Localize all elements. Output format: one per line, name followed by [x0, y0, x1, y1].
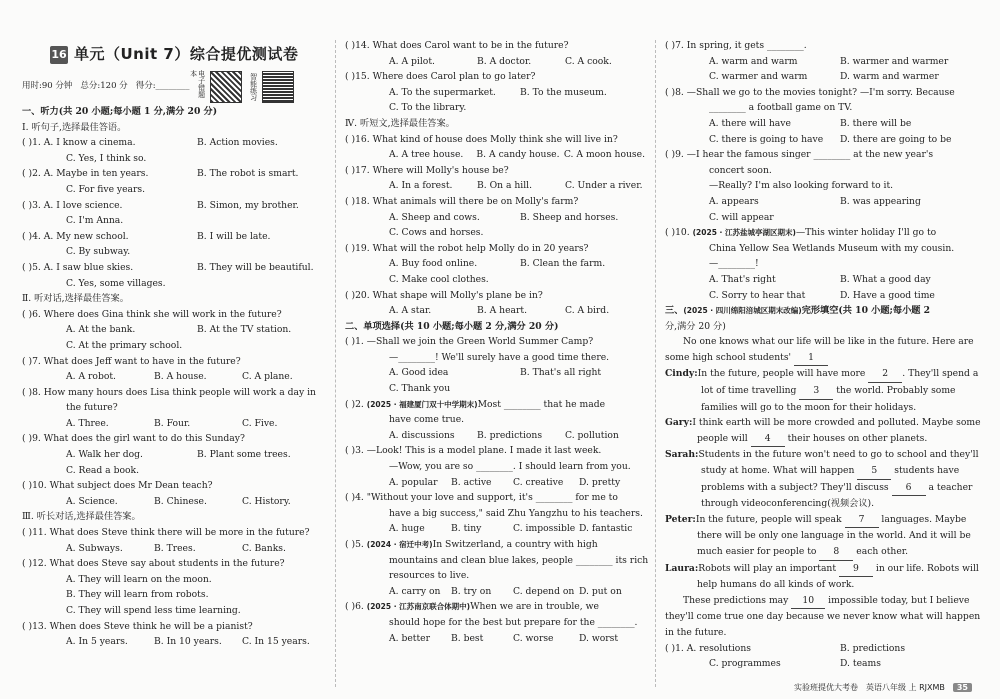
- option-a[interactable]: C. Sorry to hear that: [709, 289, 806, 301]
- option-b[interactable]: D. Have a good time: [840, 289, 935, 301]
- option-a[interactable]: A. In a forest.: [389, 180, 453, 192]
- option-a[interactable]: ( )2. A. Maybe in ten years.: [22, 168, 149, 180]
- option-a[interactable]: ( )5. A. I saw blue skies.: [22, 261, 134, 273]
- qr-label-2: 智能练习: [249, 73, 258, 101]
- option-b[interactable]: B. I will be late.: [197, 230, 271, 242]
- option-d[interactable]: D. fantastic: [579, 523, 633, 535]
- option-a[interactable]: A. A tree house.: [389, 149, 464, 161]
- footer-book: 实验班提优大考卷: [793, 683, 858, 692]
- option-b[interactable]: B. predictions: [477, 429, 543, 441]
- column-divider: [335, 40, 336, 687]
- option-line: —Really? I'm also looking forward to it.: [709, 180, 894, 192]
- options-row[interactable]: [345, 303, 645, 319]
- option-c[interactable]: C. In 15 years.: [242, 636, 310, 648]
- blank-5[interactable]: 5: [857, 463, 891, 480]
- option-line: C. Yes, I think so.: [66, 152, 147, 164]
- qr-code-icon[interactable]: [210, 71, 242, 103]
- option-line: C. I'm Anna.: [66, 215, 124, 227]
- total-label: 总分:120 分: [80, 81, 128, 92]
- option-a[interactable]: C. there is going to have: [709, 133, 824, 145]
- source-tag: (2025 · 四川绵阳涪城区期末改编): [683, 306, 802, 316]
- column-3: [665, 38, 981, 672]
- option-c[interactable]: C. A cook.: [565, 55, 612, 67]
- blank-9[interactable]: 9: [839, 561, 873, 578]
- column-2-items: [345, 38, 649, 646]
- option-c[interactable]: C. A bird.: [565, 305, 610, 317]
- blank-7[interactable]: 7: [845, 512, 879, 529]
- option-a[interactable]: A. Three.: [66, 417, 109, 429]
- option-a[interactable]: A. At the bank.: [66, 324, 136, 336]
- question-line: ( )3. —Look! This is a model plane. I made it last week.: [345, 445, 602, 457]
- question-line: ( )17. Where will Molly's house be?: [345, 164, 509, 176]
- option-b[interactable]: B. Action movies.: [197, 137, 278, 149]
- option-b[interactable]: B. Four.: [154, 417, 191, 429]
- time-label: 用时:90 分钟: [22, 81, 73, 92]
- option-b[interactable]: B. active: [451, 476, 492, 488]
- options-row[interactable]: [22, 447, 328, 463]
- option-line: C. Thank you: [389, 383, 451, 395]
- option-b[interactable]: B. A heart.: [477, 305, 527, 317]
- question-line: ( )5. (2024 · 宿迁中考)In Switzerland, a country with high: [345, 539, 598, 550]
- question-line: Ⅲ. 听长对话,选择最佳答案。: [22, 511, 141, 523]
- option-line: have come true.: [389, 414, 465, 426]
- question-line: Ⅰ. 听句子,选择最佳答语。: [22, 121, 127, 133]
- question-line: ( )2. (2025 · 福建厦门双十中学期末)Most ________ that he made: [345, 398, 606, 410]
- option-a[interactable]: A. Walk her dog.: [66, 449, 143, 461]
- option-a[interactable]: A. A pilot.: [389, 55, 435, 67]
- option-line: ________ a football game on TV.: [709, 102, 853, 114]
- question-row[interactable]: [22, 166, 328, 182]
- option-a[interactable]: A. huge: [389, 523, 425, 535]
- option-line: C. At the primary school.: [66, 339, 183, 351]
- question-line: ( )11. What does Steve think there will be more in the future?: [22, 527, 310, 539]
- option-line: —Wow, you are so ________. I should learn from you.: [389, 461, 631, 473]
- question-row[interactable]: [22, 198, 328, 214]
- option-line: have a big success," said Zhu Yangzhu to his teachers.: [389, 507, 643, 519]
- option-a[interactable]: ( )4. A. My new school.: [22, 230, 129, 242]
- option-b[interactable]: B. Simon, my brother.: [197, 199, 299, 211]
- question-line: ( )9. —I hear the famous singer ________ at the new year's: [665, 149, 934, 161]
- cloze-question-1[interactable]: ( )1. A. resolutions B. predictions: [665, 642, 906, 654]
- option-line: China Yellow Sea Wetlands Museum with my cousin.: [709, 242, 955, 254]
- question-line: ( )1. —Shall we join the Green World Summer Camp?: [345, 336, 594, 348]
- option-b[interactable]: B. Chinese.: [154, 495, 207, 507]
- exam-meta: [22, 70, 328, 104]
- options-row[interactable]: [665, 288, 970, 304]
- question-line: Ⅱ. 听对话,选择最佳答案。: [22, 293, 129, 305]
- option-a[interactable]: A. Buy food online.: [389, 258, 478, 270]
- question-line: ( )7. What does Jeff want to have in the future?: [22, 355, 241, 367]
- option-b[interactable]: B. At the TV station.: [197, 324, 292, 336]
- option-a[interactable]: A. To the supermarket.: [389, 86, 496, 98]
- option-line: the future?: [66, 402, 118, 414]
- question-line: 分,满分 20 分): [665, 320, 726, 332]
- option-line: A. They will learn on the moon.: [66, 573, 212, 585]
- question-line: ( )14. What does Carol want to be in the future?: [345, 40, 569, 51]
- blank-10[interactable]: 10: [791, 593, 825, 610]
- column-1: [22, 38, 328, 650]
- option-b[interactable]: B. Clean the farm.: [520, 258, 606, 270]
- option-line: C. For five years.: [66, 183, 146, 195]
- question-line: ( )13. When does Steve think he will be a pianist?: [22, 620, 253, 632]
- option-b[interactable]: B. The robot is smart.: [197, 168, 299, 180]
- option-a[interactable]: A. A robot.: [66, 371, 116, 383]
- column-3-items: [665, 38, 970, 334]
- question-line: ( )20. What shape will Molly's plane be in?: [345, 289, 543, 301]
- option-b[interactable]: B. What a good day: [840, 273, 931, 285]
- column-2: [345, 38, 649, 646]
- option-line: C. They will spend less time learning.: [66, 605, 241, 616]
- question-line: ( )4. "Without your love and support, it's ________ for me to: [345, 492, 618, 504]
- options-row[interactable]: [665, 272, 970, 288]
- option-line: should hope for the best but prepare for the ________.: [389, 616, 638, 628]
- option-b[interactable]: B. A doctor.: [477, 55, 532, 67]
- source-tag: (2025 · 福建厦门双十中学期末): [366, 399, 478, 409]
- question-row[interactable]: [22, 260, 328, 276]
- option-b[interactable]: B. best: [451, 632, 484, 644]
- source-tag: (2024 · 宿迁中考): [366, 540, 433, 549]
- option-a[interactable]: A. there will have: [709, 117, 791, 129]
- blank-1[interactable]: 1: [794, 350, 828, 367]
- option-c[interactable]: C. Five.: [242, 417, 278, 429]
- blank-8[interactable]: 8: [819, 544, 853, 561]
- score-label: 得分:________: [135, 81, 190, 92]
- option-b[interactable]: B. In 10 years.: [154, 636, 222, 648]
- section-heading: 三、(2025 · 四川绵阳涪城区期末改编)完形填空(共 10 小题;每小题 2: [665, 305, 931, 317]
- option-d[interactable]: D. pretty: [579, 476, 621, 488]
- option-a[interactable]: A. Sheep and cows.: [389, 211, 480, 223]
- option-a[interactable]: A. carry on: [389, 585, 441, 597]
- option-line: resources to live.: [389, 570, 470, 582]
- option-b[interactable]: B. Trees.: [154, 542, 196, 554]
- option-line: —________! We'll surely have a good time there.: [389, 351, 610, 363]
- cloze-passage: No one knows what our life will be like in the future. Here are some high school students' 1 Cindy:In the future, people will have more 2 . They'll spend a lot of time travelling 3 the world. Probably some families will go to the moon for their holidays. Gary:I think earth will be more crowded and polluted. Maybe some people will 4 their houses on other planets. Sarah:Students in the future won't need to go to school and they'll study at home. What will happen 5 students have problems with a subject? They'll discuss 6 a teacher through videoconferencing(视频会议). Peter:In the future, people will speak 7 languages. Maybe there will be only one language in the world. And it will be much easier for people to 8 each other. Laura:Robots will play an important 9 in our life. Robots will help humans do all kinds of work. These predictions may 10 impossible today, but I believe they'll come true one day because we never know what will happen in the future. ( )1. A. resolutions B. predictions C. programmes D. teams: [665, 336, 981, 670]
- exam-title: [22, 44, 328, 66]
- option-a[interactable]: A. better: [389, 632, 431, 644]
- question-line: ( )8. How many hours does Lisa think people will work a day in: [22, 386, 316, 398]
- option-a[interactable]: A. In 5 years.: [66, 636, 128, 648]
- question-line: ( )9. What does the girl want to do this Sunday?: [22, 433, 245, 445]
- option-c[interactable]: C. A moon house.: [563, 149, 645, 161]
- option-b[interactable]: B. That's all right: [520, 367, 602, 379]
- option-c[interactable]: C. depend on: [513, 585, 575, 597]
- option-line: mountains and clean blue lakes, people ________ its rich: [389, 554, 649, 566]
- question-line: ( )6. (2025 · 江苏南京联合体期中)When we are in trouble, we: [345, 601, 599, 613]
- option-b[interactable]: B. Sheep and horses.: [520, 211, 619, 223]
- option-b[interactable]: B. A candy house.: [476, 149, 560, 161]
- option-line: C. will appear: [709, 211, 774, 223]
- option-line: —________!: [709, 258, 759, 270]
- unit-badge: 16: [50, 46, 68, 64]
- options-row[interactable]: [345, 631, 645, 647]
- blank-2[interactable]: 2: [868, 366, 902, 383]
- options-row[interactable]: [345, 178, 645, 194]
- options-row[interactable]: [345, 584, 645, 600]
- option-b[interactable]: B. A house.: [154, 371, 207, 383]
- question-row[interactable]: [22, 229, 328, 245]
- options-row[interactable]: [22, 494, 328, 510]
- option-line: concert soon.: [709, 164, 772, 176]
- question-line: ( )18. What animals will there be on Molly's farm?: [345, 195, 579, 207]
- options-row[interactable]: [665, 54, 970, 70]
- options-row[interactable]: [665, 69, 970, 85]
- blank-6[interactable]: 6: [892, 480, 926, 497]
- options-row[interactable]: [22, 322, 328, 338]
- question-line: ( )10. (2025 · 江苏盐城亭湖区期末)—This winter holiday I'll go to: [665, 227, 937, 239]
- source-tag: (2025 · 江苏盐城亭湖区期末): [692, 228, 796, 238]
- qr-label: 电子错题本: [189, 70, 206, 98]
- option-a[interactable]: ( )1. A. I know a cinema.: [22, 137, 136, 149]
- option-a[interactable]: A. appears: [709, 195, 759, 207]
- option-b[interactable]: B. try on: [451, 585, 492, 597]
- option-line: C. Read a book.: [66, 464, 140, 476]
- question-line: ( )10. What subject does Mr Dean teach?: [22, 480, 213, 492]
- question-line: ( )6. Where does Gina think she will work in the future?: [22, 308, 282, 320]
- options-row[interactable]: [345, 210, 645, 226]
- options-row[interactable]: [345, 85, 645, 101]
- options-row[interactable]: [345, 428, 645, 444]
- question-line: ( )12. What does Steve say about students in the future?: [22, 558, 285, 570]
- option-a[interactable]: A. popular: [389, 476, 438, 488]
- option-b[interactable]: B. warmer and warmer: [840, 55, 949, 67]
- section-heading: 一、听力(共 20 小题;每小题 1 分,满分 20 分): [22, 106, 218, 117]
- question-line: ( )8. —Shall we go to the movies tonight? —I'm sorry. Because: [665, 86, 955, 98]
- option-b[interactable]: B. They will be beautiful.: [197, 261, 314, 273]
- option-b[interactable]: B. On a hill.: [477, 180, 533, 192]
- option-c[interactable]: C. worse: [513, 632, 554, 644]
- option-b[interactable]: B. tiny: [451, 523, 482, 535]
- question-line: ( )16. What kind of house does Molly think she will live in?: [345, 133, 618, 145]
- options-row[interactable]: [22, 369, 328, 385]
- option-c[interactable]: C. Banks.: [242, 542, 286, 554]
- page-footer: [794, 682, 972, 693]
- page-number: 35: [953, 683, 972, 692]
- option-line: C. By subway.: [66, 246, 131, 258]
- option-c[interactable]: C. Under a river.: [565, 180, 643, 192]
- options-row[interactable]: [345, 54, 645, 70]
- option-c[interactable]: C. History.: [242, 495, 291, 507]
- option-a[interactable]: A. Science.: [66, 495, 118, 507]
- option-line: C. To the library.: [389, 102, 467, 114]
- option-a[interactable]: A. Subways.: [66, 542, 123, 554]
- option-b[interactable]: D. warm and warmer: [840, 71, 939, 83]
- option-a[interactable]: A. warm and warm: [709, 55, 798, 67]
- options-row[interactable]: [665, 194, 970, 210]
- options-row[interactable]: [22, 416, 328, 432]
- options-row[interactable]: [345, 365, 645, 381]
- options-row[interactable]: [345, 147, 645, 163]
- option-line: B. They will learn from robots.: [66, 589, 209, 601]
- options-row[interactable]: [22, 634, 328, 650]
- options-row[interactable]: [345, 521, 645, 537]
- option-d[interactable]: D. put on: [579, 585, 622, 597]
- blank-3[interactable]: 3: [799, 383, 833, 400]
- option-b[interactable]: D. there are going to be: [840, 133, 952, 145]
- title-text: 单元（Unit 7）综合提优测试卷: [74, 45, 299, 64]
- qr-code-icon[interactable]: [262, 71, 294, 103]
- options-row[interactable]: [665, 116, 970, 132]
- blank-4[interactable]: 4: [751, 431, 785, 448]
- section-heading: 二、单项选择(共 10 小题;每小题 2 分,满分 20 分): [345, 320, 559, 332]
- option-line: C. Cows and horses.: [389, 227, 484, 239]
- option-c[interactable]: C. impossible: [513, 523, 576, 535]
- option-a[interactable]: A. Good idea: [389, 367, 449, 379]
- options-row[interactable]: [345, 475, 645, 491]
- column-1-items: [22, 104, 328, 650]
- column-divider: [655, 40, 656, 687]
- option-b[interactable]: B. was appearing: [840, 195, 921, 207]
- option-a[interactable]: ( )3. A. I love science.: [22, 199, 123, 211]
- question-line: ( )15. Where does Carol plan to go later?: [345, 71, 536, 83]
- option-b[interactable]: B. there will be: [840, 117, 912, 129]
- option-c[interactable]: C. pollution: [565, 429, 619, 441]
- options-row[interactable]: [665, 132, 970, 148]
- question-row[interactable]: [22, 135, 328, 151]
- option-c[interactable]: C. A plane.: [242, 371, 293, 383]
- option-c[interactable]: C. creative: [513, 476, 564, 488]
- question-line: Ⅳ. 听短文,选择最佳答案。: [345, 117, 455, 129]
- option-a[interactable]: A. discussions: [389, 429, 455, 441]
- footer-grade: 英语八年级 上 RJXMB: [865, 683, 945, 692]
- options-row[interactable]: [22, 541, 328, 557]
- option-line: C. Make cool clothes.: [389, 273, 489, 285]
- option-line: C. Yes, some villages.: [66, 277, 166, 289]
- question-line: ( )7. In spring, it gets ________.: [665, 40, 807, 51]
- option-a[interactable]: A. A star.: [389, 305, 432, 317]
- option-a[interactable]: C. warmer and warm: [709, 71, 808, 83]
- option-b[interactable]: B. Plant some trees.: [197, 449, 291, 461]
- question-line: ( )19. What will the robot help Molly do in 20 years?: [345, 242, 589, 254]
- option-d[interactable]: D. worst: [579, 632, 619, 644]
- option-b[interactable]: B. To the museum.: [520, 86, 607, 98]
- options-row[interactable]: [345, 256, 645, 272]
- option-a[interactable]: A. That's right: [709, 273, 776, 285]
- source-tag: (2025 · 江苏南京联合体期中): [366, 602, 471, 612]
